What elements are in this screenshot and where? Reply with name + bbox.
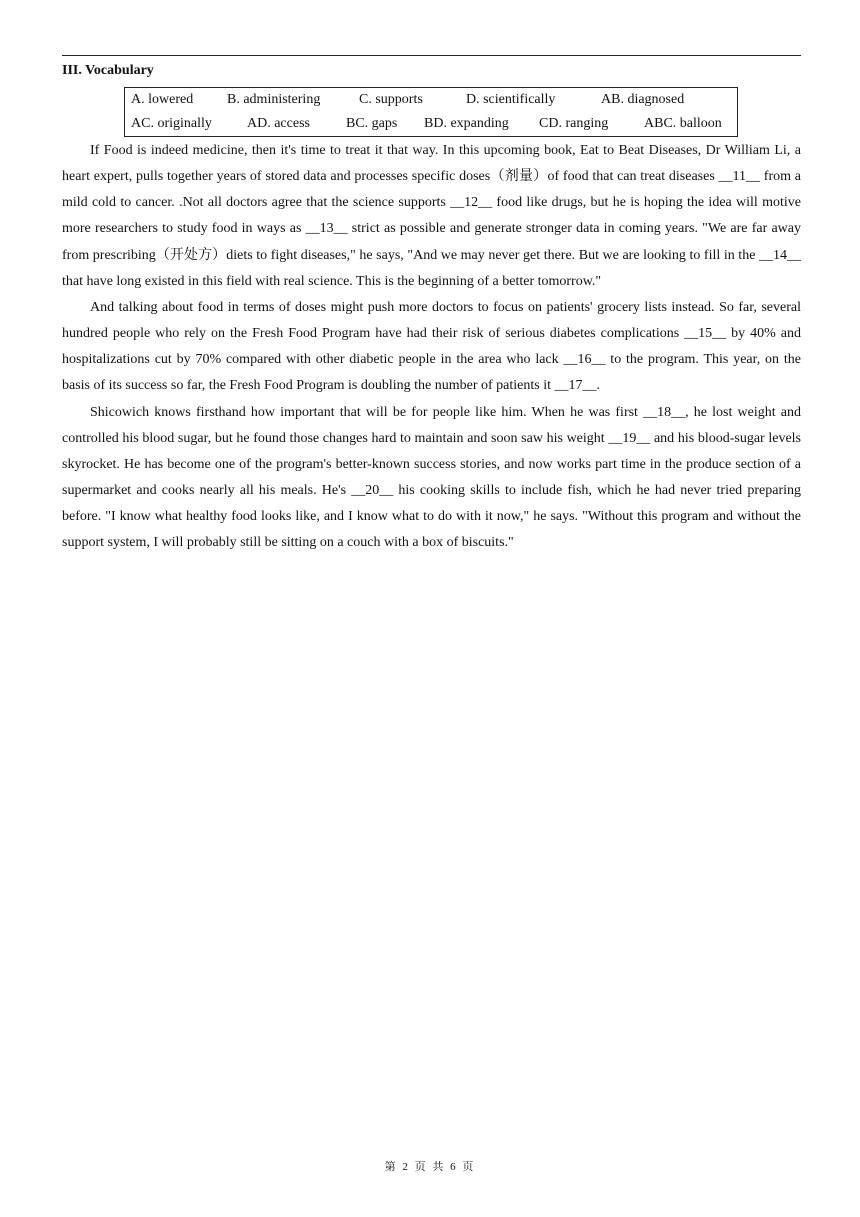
- word-option: AB. diagnosed: [601, 92, 685, 107]
- word-option: A. lowered: [131, 92, 194, 107]
- word-option: BC. gaps: [346, 116, 398, 131]
- word-option: ABC. balloon: [644, 116, 722, 131]
- word-option: CD. ranging: [539, 116, 609, 131]
- section-title: III. Vocabulary: [62, 63, 154, 78]
- passage-paragraph-2: And talking about food in terms of doses might push more doctors to focus on patients' grocery lists instead. So far, several hundred people who rely on the Fresh Food Program have had their risk of serious diabetes complications __15__ by 40% and hospitalizations cut by 70% compared with other diabetic people in the area who lack __16__ to the program. This year, on the basis of its success so far, the Fresh Food Program is doubling the number of patients it __17__.: [62, 299, 801, 394]
- word-option: AC. originally: [131, 116, 212, 131]
- word-bank: [124, 87, 738, 137]
- word-bank-row-2: [125, 112, 737, 136]
- word-option: C. supports: [359, 92, 423, 107]
- word-option: AD. access: [247, 116, 310, 131]
- reading-passage: [62, 138, 801, 557]
- word-option: B. administering: [227, 92, 321, 107]
- passage-paragraph-3: Shicowich knows firsthand how important that will be for people like him. When he was first __18__, he lost weight and controlled his blood sugar, but he found those changes hard to maintain and soon saw his weight __19__ and his blood-sugar levels skyrocket. He has become one of the program's better-known success stories, and now works part time in the produce section of a supermarket and cooks nearly all his meals. He's __20__ his cooking skills to include fish, which he had never tried preparing before. "I know what healthy food looks like, and I know what to do with it now," he says. "Without this program and without the support system, I will probably still be sitting on a couch with a box of biscuits.": [62, 404, 801, 551]
- page-number-footer: 第 2 页 共 6 页: [384, 1161, 476, 1173]
- passage-paragraph-1: If Food is indeed medicine, then it's time to treat it that way. In this upcoming book, Eat to Beat Diseases, Dr William Li, a heart expert, pulls together years of stored data and processes specific doses（剂量）of food that can treat diseases __11__ from a mild cold to cancer. .Not all doctors agree that the science supports __12__ food like drugs, but he is hoping the idea will motive more researchers to study food in ways as __13__ strict as possible and generate stronger data in coming years. "We are far away from prescribing（开处方）diets to fight diseases," he says, "And we may never get there. But we are looking to fill in the __14__ that have long existed in this field with real science. This is the beginning of a better tomorrow.": [62, 143, 801, 289]
- word-option: D. scientifically: [466, 92, 556, 107]
- word-option: BD. expanding: [424, 116, 509, 131]
- top-divider: [62, 55, 801, 56]
- word-bank-row-1: [125, 88, 737, 112]
